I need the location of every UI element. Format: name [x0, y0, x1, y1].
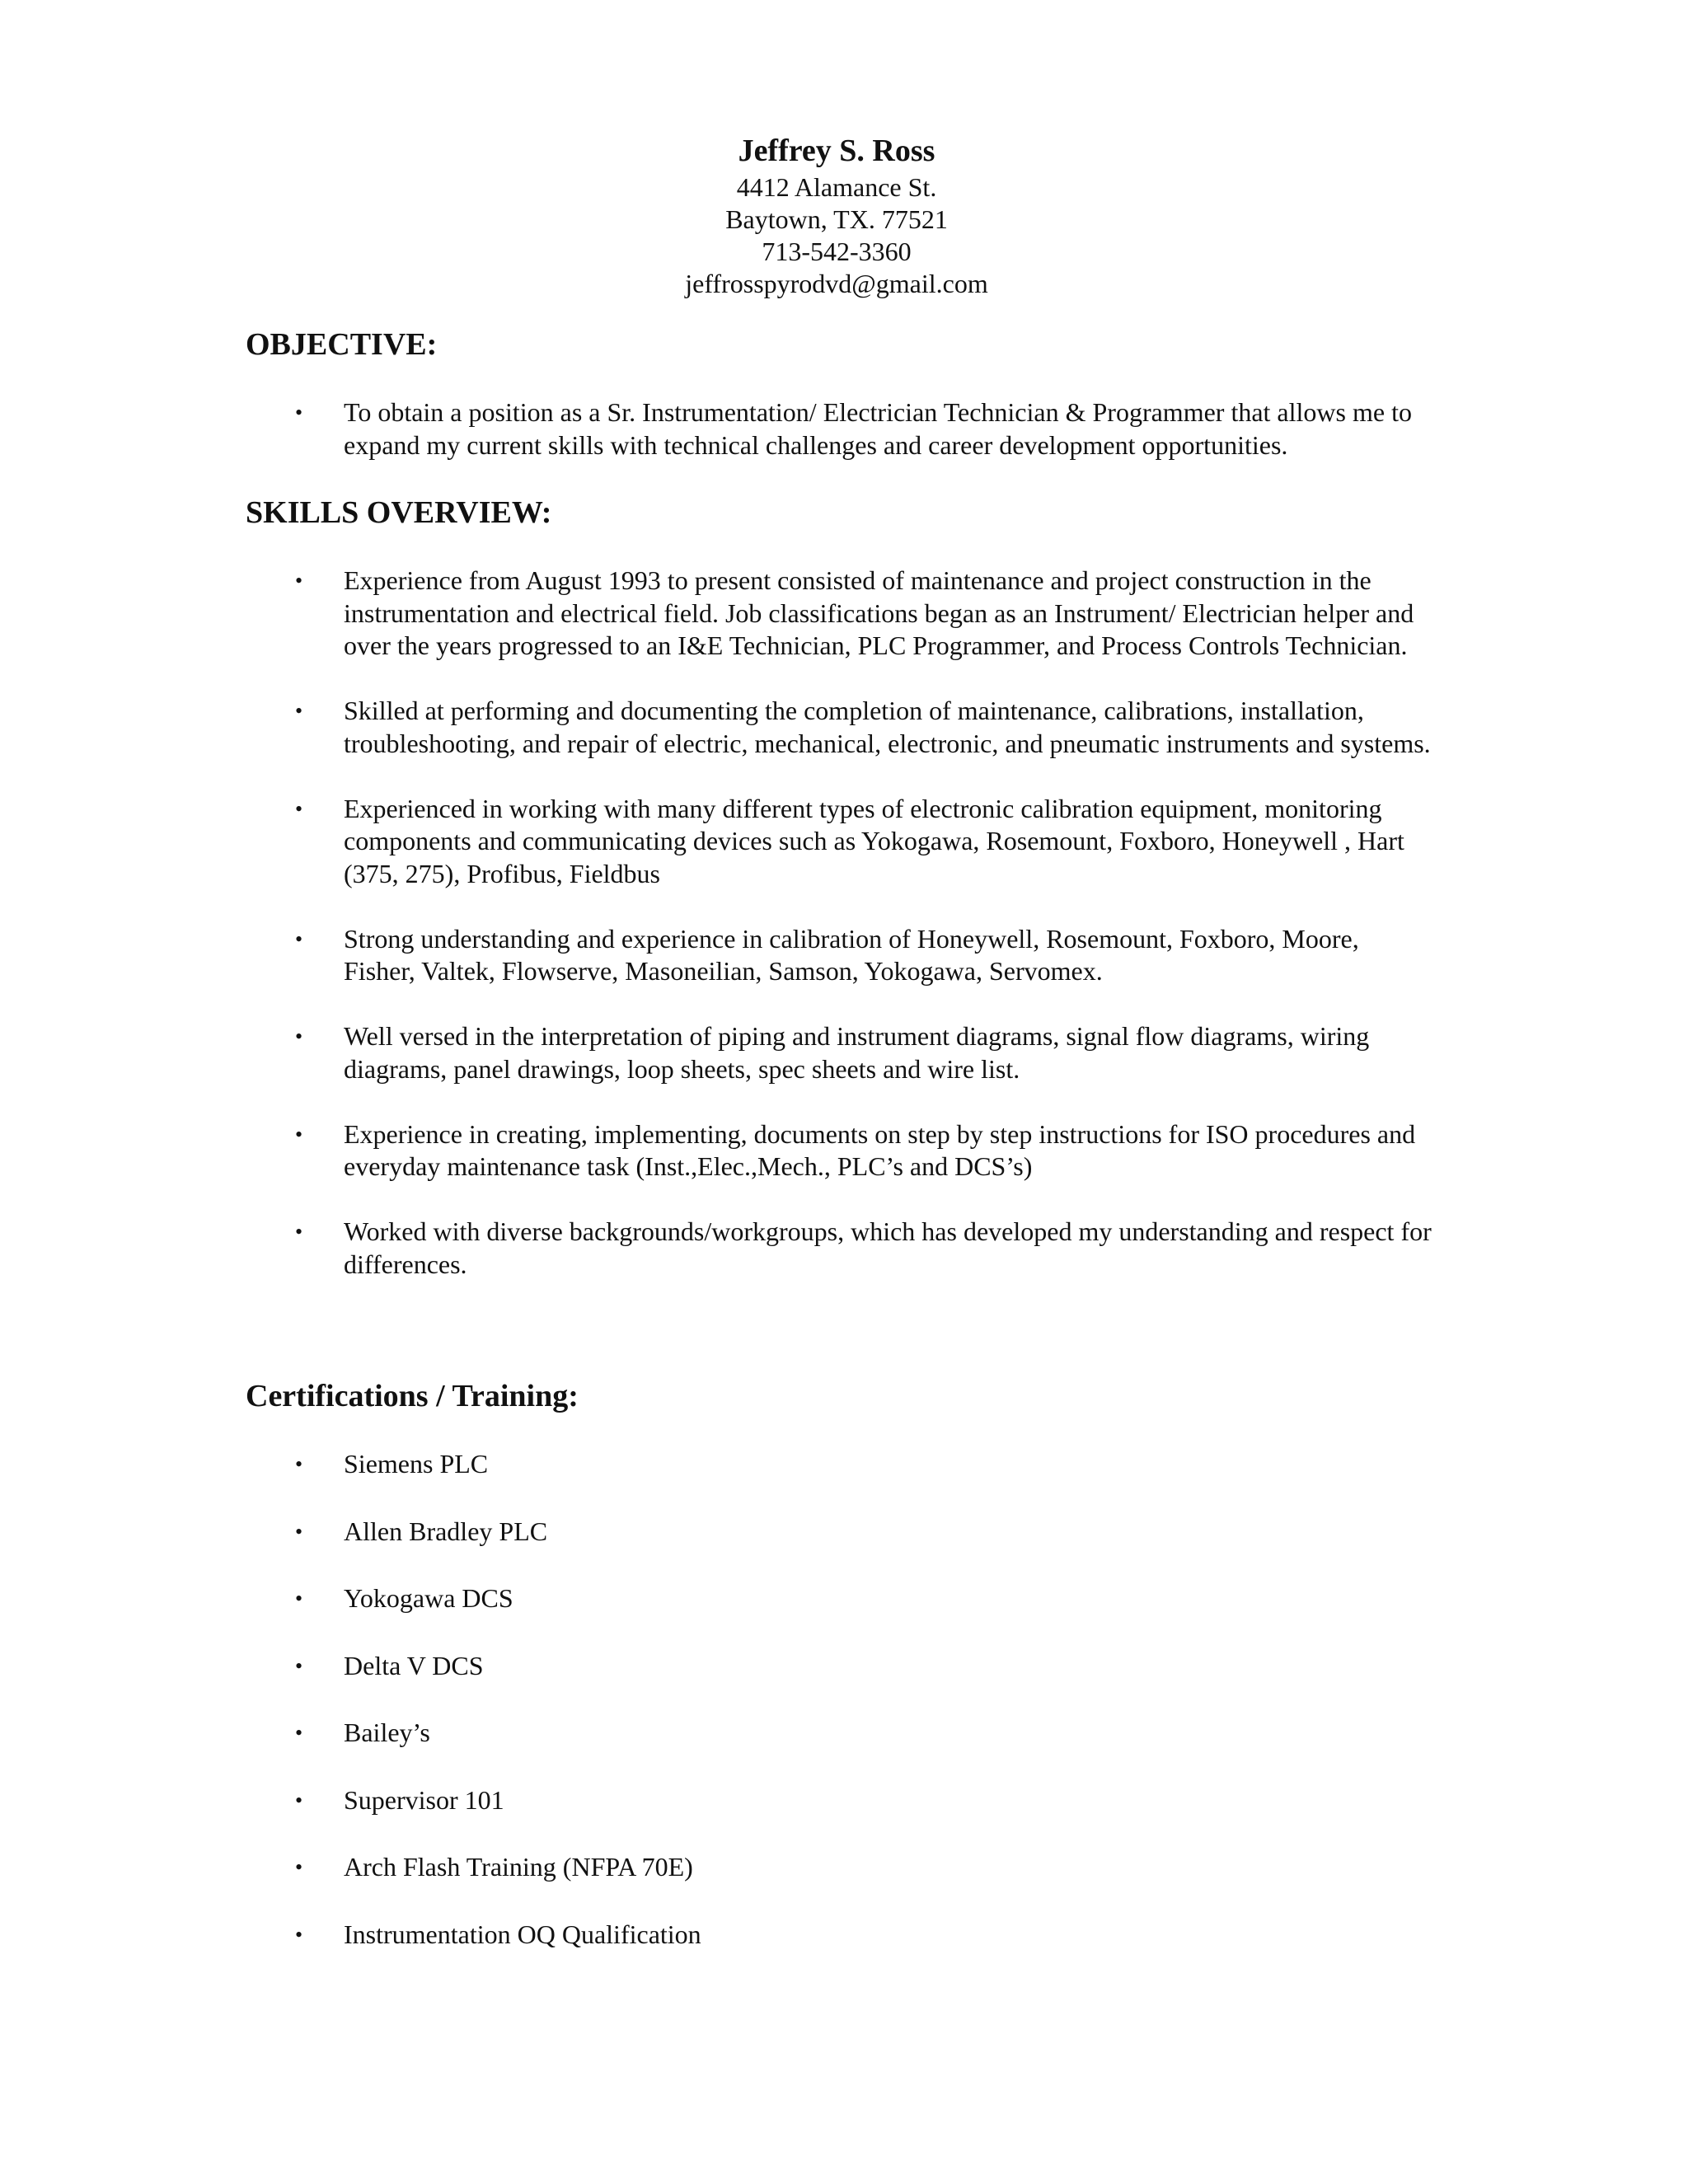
list-item	[295, 1516, 1432, 1549]
bullet-icon: •	[295, 926, 303, 951]
certification-text: Siemens PLC	[344, 1449, 489, 1479]
skills-overview-heading: SKILLS OVERVIEW:	[246, 495, 552, 530]
list-item	[295, 1216, 1432, 1281]
list-item	[295, 1020, 1432, 1085]
list-item	[295, 396, 1432, 462]
bullet-icon: •	[295, 1653, 303, 1678]
certification-text: Supervisor 101	[344, 1784, 504, 1815]
certifications-list	[295, 1448, 1432, 1985]
objective-heading: OBJECTIVE:	[246, 327, 438, 362]
bullet-icon: •	[295, 569, 303, 593]
list-item	[295, 923, 1432, 988]
list-item	[295, 1448, 1432, 1481]
skill-text: Experience in creating, implementing, documents on step by step instructions for ISO procedures and everyday maintenance task (Inst.,Elec.,Mech., PLC’s and DCS’s)	[344, 1118, 1416, 1181]
bullet-icon: •	[295, 699, 303, 723]
list-item	[295, 695, 1432, 760]
candidate-name: Jeffrey S. Ross	[738, 134, 935, 168]
certification-text: Instrumentation OQ Qualification	[344, 1919, 701, 1949]
bullet-icon: •	[295, 1855, 303, 1879]
bullet-icon: •	[295, 796, 303, 821]
street-address: 4412 Alamance St.	[736, 172, 937, 202]
bullet-icon: •	[295, 1721, 303, 1745]
bullet-icon: •	[295, 1452, 303, 1476]
certification-text: Yokogawa DCS	[344, 1583, 513, 1613]
skill-text: Strong understanding and experience in calibration of Honeywell, Rosemount, Foxboro, Moore, Fisher, Valtek, Flowserve, Masoneilian, Samson, Yokogawa, Servomex.	[344, 923, 1359, 986]
bullet-icon: •	[295, 1519, 303, 1544]
list-item	[295, 1919, 1432, 1952]
skill-text: Well versed in the interpretation of piping and instrument diagrams, signal flow diagrams, wiring diagrams, panel drawings, loop sheets, spec sheets and wire list.	[344, 1021, 1370, 1084]
bullet-icon: •	[295, 1586, 303, 1610]
list-item	[295, 793, 1432, 891]
skill-text: Experience from August 1993 to present consisted of maintenance and project construction in the instrumentation and electrical field. Job classifications began as an Instrument/ Electrician helper and over the years progressed to an I&E Technician, PLC Programmer, and Process Controls Technician.	[344, 565, 1414, 660]
objective-list	[295, 396, 1432, 462]
bullet-icon: •	[295, 401, 303, 424]
bullet-icon: •	[295, 1024, 303, 1048]
skill-text: Experienced in working with many different types of electronic calibration equipment, monitoring components and communicating devices such as Yokogawa, Rosemount, Foxboro, Honeywell , Hart (375, 275), Profibus, Fieldbus	[344, 793, 1404, 888]
list-item	[295, 1118, 1432, 1183]
certification-text: Allen Bradley PLC	[344, 1516, 548, 1546]
skill-text: Skilled at performing and documenting the completion of maintenance, calibrations, installation, troubleshooting, and repair of electric, mechanical, electronic, and pneumatic instruments and systems.	[344, 696, 1431, 758]
objective-text: To obtain a position as a Sr. Instrumentation/ Electrician Technician & Programmer that allows me to expand my current skills with technical challenges and career development opportunities.	[344, 397, 1412, 460]
list-item	[295, 1851, 1432, 1884]
list-item	[295, 1582, 1432, 1615]
certification-text: Delta V DCS	[344, 1650, 484, 1680]
certification-text: Bailey’s	[344, 1718, 430, 1747]
certifications-heading: Certifications / Training:	[246, 1379, 579, 1413]
list-item	[295, 1717, 1432, 1750]
city-state-zip: Baytown, TX. 77521	[725, 204, 948, 234]
list-item	[295, 1650, 1432, 1683]
email-address: jeffrosspyrodvd@gmail.com	[685, 269, 988, 298]
bullet-icon: •	[295, 1922, 303, 1947]
phone-number: 713-542-3360	[762, 237, 912, 266]
list-item	[295, 1784, 1432, 1817]
certification-text: Arch Flash Training (NFPA 70E)	[344, 1852, 693, 1882]
bullet-icon: •	[295, 1122, 303, 1146]
contact-header	[0, 130, 1673, 300]
bullet-icon: •	[295, 1788, 303, 1812]
skills-list	[295, 565, 1432, 1314]
bullet-icon: •	[295, 1220, 303, 1244]
skill-text: Worked with diverse backgrounds/workgroups, which has developed my understanding and respect for differences.	[344, 1216, 1432, 1279]
list-item	[295, 565, 1432, 663]
